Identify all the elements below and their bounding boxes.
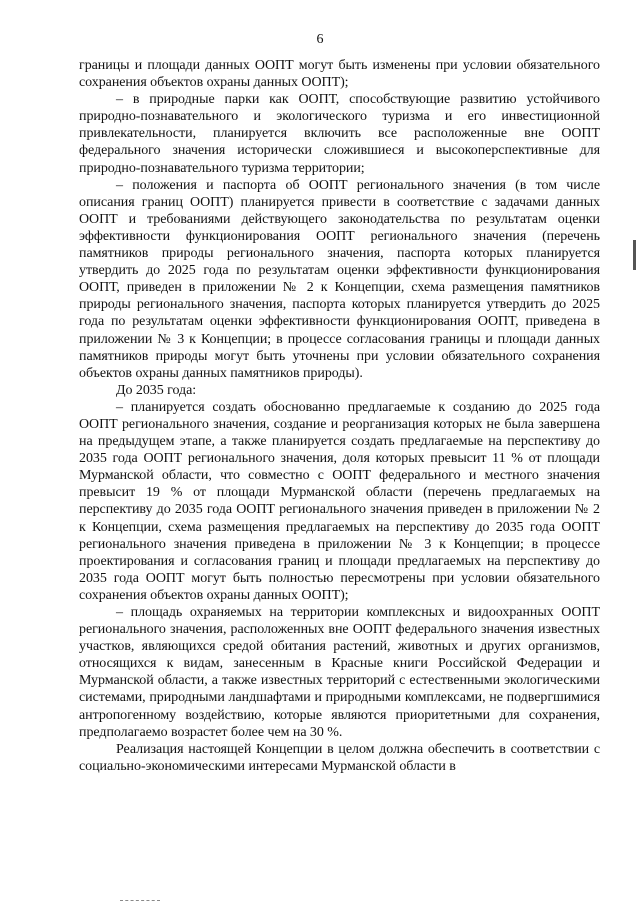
- bullet-regulations-passports: – положения и паспорта об ООПТ регионального значения (в том числе описания границ ООПТ) планируется привести в соответствие с задачами данных ООПТ и требованиями действующего законодательства по результатам оценки эффективности функционирования ООПТ регионального значения (перечень памятников природы регионального значения, паспорта которых планируется утвердить до 2025 года по результатам оценки эффективности функционирования ООПТ, приведен в приложении № 2 к Концепции, схема размещения памятников природы регионального значения, паспорта которых планируется утвердить до 2025 года по результатам оценки эффективности функционирования ООПТ, приведена в приложении № 3 к Концепции; в процессе согласования границы и площади данных памятников природы могут быть уточнены при условии обязательного сохранения объектов охраны данных памятников природы).: [79, 177, 600, 381]
- section-heading-2035: До 2035 года:: [116, 382, 197, 398]
- document-body: [79, 57, 600, 775]
- bullet-create-oopt-2035: – планируется создать обоснованно предлагаемые к созданию до 2025 года ООПТ регионального значения, создание и реорганизация которых не была завершена на предыдущем этапе, а также планируется создать предлагаемые на перспективу до 2035 года ООПТ регионального значения, доля которых превысит 11 % от площади Мурманской области, что совместно с ООПТ федерального и местного значения превысит 19 % от площади Мурманской области (перечень предлагаемых на перспективу до 2035 года ООПТ регионального значения приведен в приложении № 2 к Концепции, схема размещения предлагаемых на перспективу до 2035 года ООПТ регионального значения приведена в приложении № 3 к Концепции; в процессе проектирования и согласования границ и площади предлагаемых на перспективу до 2035 года ООПТ могут быть полностью пересмотрены при условии обязательного сохранения объектов охраны данных ООПТ);: [79, 399, 600, 603]
- paragraph-implementation: Реализация настоящей Концепции в целом должна обеспечить в соответствии с социально-экономическими интересами Мурманской области в: [79, 741, 600, 774]
- page-number: 6: [316, 32, 324, 47]
- bullet-nature-parks: – в природные парки как ООПТ, способствующие развитию устойчивого природно-познавательного и экологического туризма и его инвестиционной привлекательности, планируется включить все расположенные вне ООПТ федерального значения исторически сложившиеся и высокоперспективные для природно-познавательного туризма территории;: [79, 92, 600, 176]
- scan-edge-mark: [633, 240, 636, 270]
- paragraph-continuation: границы и площади данных ООПТ могут быть изменены при условии обязательного сохранения объектов охраны данных ООПТ);: [79, 58, 600, 91]
- bullet-protected-area-growth: – площадь охраняемых на территории комплексных и видоохранных ООПТ регионального значения, расположенных вне ООПТ федерального значения известных участков, являющихся средой обитания растений, животных и других организмов, относящихся к видам, занесенным в Красные книги Российской Федерации и Мурманской области, а также известных территорий с естественными экологическими системами, природными ландшафтами и природными комплексами, не подвергшимися антропогенному воздействию, которые являются приоритетными для сохранения, предполагаемо возрастет более чем на 30 %.: [79, 605, 600, 740]
- scan-footer-mark: [120, 900, 160, 902]
